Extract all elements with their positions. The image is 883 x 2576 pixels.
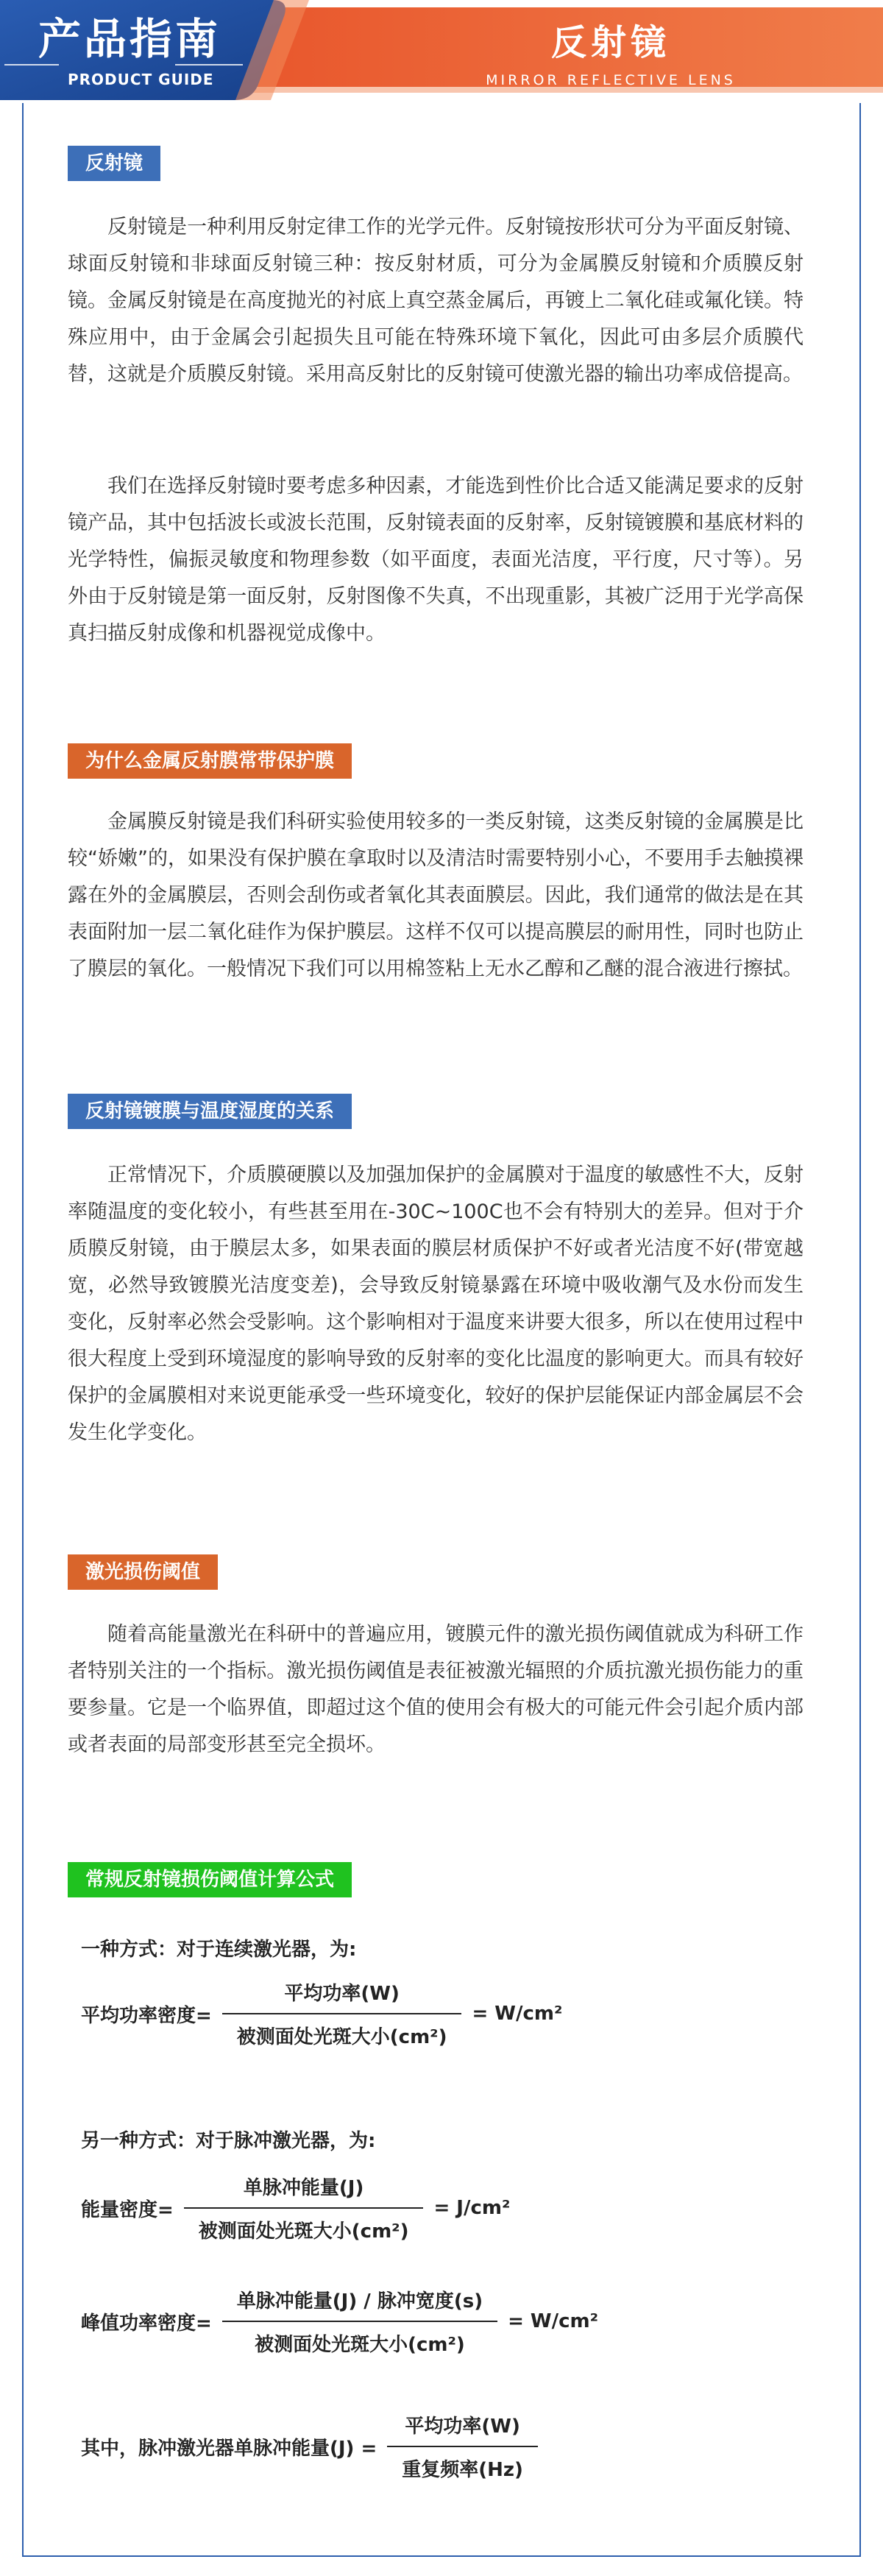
continuous-laser-label: 一种方式：对于连续激光器，为: [81,1939,357,1961]
fraction-denominator: 被测面处光斑大小(cm²) [255,2334,465,2356]
average-power-density-formula [81,1978,562,2049]
section-protective-coating-paragraph: 金属膜反射镜是我们科研实验使用较多的一类反射镜，这类反射镜的金属膜是比较“娇嫩”的，如果没有保护膜在拿取时以及清洁时需要特别小心，不要用手去触摸裸露在外的金属膜层，否则会刮伤或者氧化其表面膜层。因此，我们通常的做法是在其表面附加一层二氧化硅作为保护膜层。这样不仅可以提高膜层的耐用性，同时也防止了膜层的氧化。一般情况下我们可以用棉签粘上无水乙醇和乙醚的混合液进行擦拭。 [68,810,804,980]
section-temperature-humidity-paragraph: 正常情况下，介质膜硬膜以及加强加保护的金属膜对于温度的敏感性不大，反射率随温度的变化较小，有些甚至用在-30C~100C也不会有特别大的差异。但对于介质膜反射镜，由于膜层太多，如果表面的膜层材质保护不好或者光洁度不好(带宽越宽，必然导致镀膜光洁度变差)，会导致反射镜暴露在环境中吸收潮气及水份而发生变化，反射率必然会受影响。这个影响相对于温度来讲要大很多，所以在使用过程中很大程度上受到环境湿度的影响导致的反射率的变化比温度的影响更大。而具有较好保护的金属膜相对来说更能承受一些环境变化，较好的保护层能保证内部金属层不会发生化学变化。 [68,1164,804,1444]
formula-rhs: = J/cm² [433,2197,511,2219]
fraction [222,1978,462,2049]
fraction-denominator: 重复频率(Hz) [402,2459,523,2481]
section-heading-mirror: 反射镜 [68,146,160,181]
formula-lhs: 其中，脉冲激光器单脉冲能量(J) = [81,2437,377,2460]
fraction-numerator: 单脉冲能量(J) / 脉冲宽度(s) [236,2290,483,2313]
peak-power-density-formula [81,2286,598,2357]
section-mirror-paragraph-1: 反射镜是一种利用反射定律工作的光学元件。反射镜按形状可分为平面反射镜、球面反射镜和非球面反射镜三种：按反射材质，可分为金属膜反射镜和介质膜反射镜。金属反射镜是在高度抛光的衬底上真空蒸金属后，再镀上二氧化硅或氟化镁。特殊应用中，由于金属会引起损失且可能在特殊环境下氧化，因此可由多层介质膜代替，这就是介质膜反射镜。采用高反射比的反射镜可使激光器的输出功率成倍提高。 [68,216,804,386]
section-heading-temperature-humidity: 反射镜镀膜与温度湿度的关系 [68,1094,352,1129]
fraction [222,2286,497,2357]
section-mirror-paragraph-2: 我们在选择反射镜时要考虑多种因素，才能选到性价比合适又能满足要求的反射镜产品，其中包括波长或波长范围，反射镜表面的反射率，反射镜镀膜和基底材料的光学特性，偏振灵敏度和物理参数（如平面度，表面光洁度，平行度，尺寸等）。另外由于反射镜是第一面反射，反射图像不失真，不出现重影，其被广泛用于光学高保真扫描反射成像和机器视觉成像中。 [68,475,804,645]
fraction [184,2173,424,2243]
formula-rhs: = W/cm² [508,2310,598,2332]
fraction-numerator: 平均功率(W) [405,2416,520,2438]
pulsed-laser-label: 另一种方式：对于脉冲激光器，为: [81,2130,376,2152]
formula-lhs: 峰值功率密度= [81,2312,212,2335]
header-banner [0,0,883,103]
brand-title: 产品指南 [38,14,221,64]
section-heading-formulas: 常规反射镜损伤阈值计算公式 [68,1862,352,1897]
formula-lhs: 平均功率密度= [81,2004,212,2027]
section-heading-laser-damage-threshold: 激光损伤阈值 [68,1554,218,1590]
formula-lhs: 能量密度= [81,2198,174,2221]
energy-density-formula [81,2173,510,2243]
fraction-denominator: 被测面处光斑大小(cm²) [198,2221,409,2243]
section-heading-protective-coating: 为什么金属反射膜常带保护膜 [68,743,352,779]
page-title: 反射镜 [550,22,670,63]
fraction-denominator: 被测面处光斑大小(cm²) [236,2026,447,2048]
brand-subtitle: PRODUCT GUIDE [68,71,214,88]
single-pulse-energy-formula [81,2411,548,2482]
fraction-numerator: 单脉冲能量(J) [243,2177,364,2199]
section-laser-damage-threshold-paragraph: 随着高能量激光在科研中的普遍应用，镀膜元件的激光损伤阈值就成为科研工作者特别关注的一个指标。激光损伤阈值是表征被激光辐照的介质抗激光损伤能力的重要参量。它是一个临界值，即超过这个值的使用会有极大的可能元件会引起介质内部或者表面的局部变形甚至完全损坏。 [68,1623,804,1756]
fraction-numerator: 平均功率(W) [284,1983,400,2005]
formula-rhs: = W/cm² [472,2003,563,2025]
fraction [387,2411,538,2482]
page-subtitle: MIRROR REFLECTIVE LENS [486,72,736,88]
